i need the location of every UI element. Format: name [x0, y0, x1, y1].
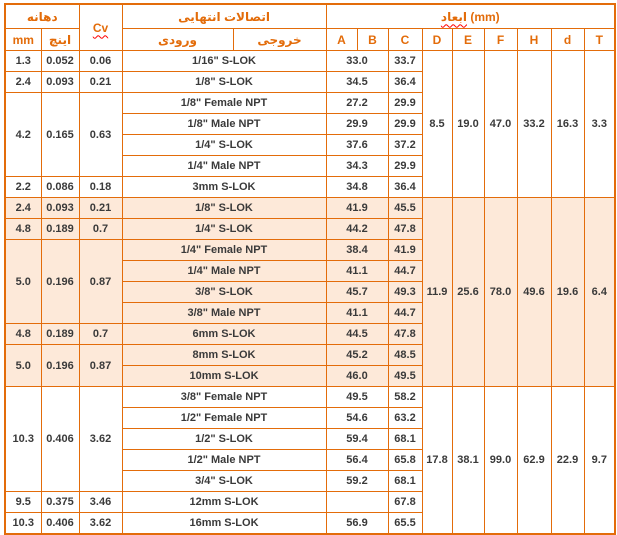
- valve-spec-table: [4, 3, 616, 535]
- cell-dim-E: 38.1: [452, 387, 484, 535]
- cell-connection: 3/8" S-LOK: [122, 282, 326, 303]
- cell-mm: 1.3: [5, 51, 41, 72]
- cell-connection: 1/4" Male NPT: [122, 156, 326, 177]
- cell-c: 63.2: [388, 408, 422, 429]
- cell-ab: 45.7: [326, 282, 388, 303]
- cell-ab: 44.5: [326, 324, 388, 345]
- cell-c: 68.1: [388, 471, 422, 492]
- cell-inch: 0.196: [41, 345, 79, 387]
- cell-dim-d: 19.6: [551, 198, 584, 387]
- cell-inch: 0.086: [41, 177, 79, 198]
- cell-c: 65.5: [388, 513, 422, 535]
- cell-dim-F: 99.0: [484, 387, 517, 535]
- cell-cv: 0.18: [79, 177, 122, 198]
- cell-ab: 49.5: [326, 387, 388, 408]
- cell-cv: 3.62: [79, 513, 122, 535]
- cell-c: 45.5: [388, 198, 422, 219]
- cell-connection: 1/8" Female NPT: [122, 93, 326, 114]
- cell-connection: 1/2" Male NPT: [122, 450, 326, 471]
- cell-mm: 2.2: [5, 177, 41, 198]
- cell-connection: 6mm S-LOK: [122, 324, 326, 345]
- header-col-E: E: [452, 29, 484, 51]
- cell-mm: 2.4: [5, 72, 41, 93]
- cell-connection: 1/2" Female NPT: [122, 408, 326, 429]
- header-dimensions: [326, 4, 615, 29]
- cell-cv: 0.7: [79, 219, 122, 240]
- cell-inch: 0.406: [41, 387, 79, 492]
- cell-c: 36.4: [388, 177, 422, 198]
- cell-ab: 34.5: [326, 72, 388, 93]
- cell-c: 36.4: [388, 72, 422, 93]
- header-col-F: F: [484, 29, 517, 51]
- cell-inch: 0.165: [41, 93, 79, 177]
- cell-connection: 8mm S-LOK: [122, 345, 326, 366]
- header-col-T: T: [584, 29, 615, 51]
- cell-connection: 3/4" S-LOK: [122, 471, 326, 492]
- cell-inch: 0.052: [41, 51, 79, 72]
- cell-connection: 12mm S-LOK: [122, 492, 326, 513]
- cell-inch: 0.189: [41, 324, 79, 345]
- cell-mm: 4.8: [5, 219, 41, 240]
- cell-cv: 3.62: [79, 387, 122, 492]
- cell-connection: 1/4" S-LOK: [122, 135, 326, 156]
- cell-ab: 46.0: [326, 366, 388, 387]
- cell-inch: 0.189: [41, 219, 79, 240]
- cell-c: 68.1: [388, 429, 422, 450]
- cell-ab: 45.2: [326, 345, 388, 366]
- cell-ab: 33.0: [326, 51, 388, 72]
- cell-ab: 44.2: [326, 219, 388, 240]
- cell-dim-E: 19.0: [452, 51, 484, 198]
- cell-ab: 37.6: [326, 135, 388, 156]
- cell-inch: 0.406: [41, 513, 79, 535]
- cell-ab: 41.1: [326, 303, 388, 324]
- cell-cv: 0.21: [79, 198, 122, 219]
- cell-mm: 4.8: [5, 324, 41, 345]
- cell-connection: 16mm S-LOK: [122, 513, 326, 535]
- header-end-connections: اتصالات انتهایی: [122, 4, 326, 29]
- dimensions-word: ابعاد: [440, 9, 467, 24]
- cell-connection: 3/8" Male NPT: [122, 303, 326, 324]
- table-row: [5, 198, 615, 219]
- cell-connection: 1/4" Male NPT: [122, 261, 326, 282]
- cell-cv: 0.7: [79, 324, 122, 345]
- cell-c: 49.5: [388, 366, 422, 387]
- cell-mm: 4.2: [5, 93, 41, 177]
- header-cv: [79, 4, 122, 51]
- header-inlet: ورودی: [122, 29, 233, 51]
- header-orifice: دهانه: [5, 4, 79, 29]
- cell-ab: 38.4: [326, 240, 388, 261]
- cell-c: 29.9: [388, 93, 422, 114]
- cell-ab: 41.9: [326, 198, 388, 219]
- header-col-D: D: [422, 29, 452, 51]
- cell-dim-T: 6.4: [584, 198, 615, 387]
- cell-connection: 1/8" S-LOK: [122, 72, 326, 93]
- header-col-d: d: [551, 29, 584, 51]
- header-col-C: C: [388, 29, 422, 51]
- cell-mm: 10.3: [5, 387, 41, 492]
- cell-connection: 1/4" Female NPT: [122, 240, 326, 261]
- cell-c: 49.3: [388, 282, 422, 303]
- cell-c: 33.7: [388, 51, 422, 72]
- cell-c: 44.7: [388, 303, 422, 324]
- header-outlet: خروجی: [233, 29, 326, 51]
- cell-c: 44.7: [388, 261, 422, 282]
- cell-c: 67.8: [388, 492, 422, 513]
- cell-dim-E: 25.6: [452, 198, 484, 387]
- cell-ab: 59.2: [326, 471, 388, 492]
- cell-dim-D: 8.5: [422, 51, 452, 198]
- cell-ab: [326, 492, 388, 513]
- cell-dim-F: 47.0: [484, 51, 517, 198]
- cell-cv: 0.87: [79, 240, 122, 324]
- cell-cv: 0.63: [79, 93, 122, 177]
- cell-dim-T: 9.7: [584, 387, 615, 535]
- cell-ab: 34.3: [326, 156, 388, 177]
- cell-cv: 3.46: [79, 492, 122, 513]
- cell-ab: 59.4: [326, 429, 388, 450]
- cell-inch: 0.093: [41, 72, 79, 93]
- cell-ab: 54.6: [326, 408, 388, 429]
- cell-c: 48.5: [388, 345, 422, 366]
- cell-dim-D: 17.8: [422, 387, 452, 535]
- cell-ab: 29.9: [326, 114, 388, 135]
- cell-connection: 1/4" S-LOK: [122, 219, 326, 240]
- cell-dim-H: 49.6: [517, 198, 551, 387]
- cell-connection: 3mm S-LOK: [122, 177, 326, 198]
- table-row: [5, 51, 615, 72]
- cell-ab: 56.4: [326, 450, 388, 471]
- header-col-H: H: [517, 29, 551, 51]
- cell-ab: 27.2: [326, 93, 388, 114]
- cell-mm: 5.0: [5, 345, 41, 387]
- cell-cv: 0.06: [79, 51, 122, 72]
- cv-label: Cv: [92, 20, 109, 35]
- cell-ab: 56.9: [326, 513, 388, 535]
- cell-c: 47.8: [388, 324, 422, 345]
- cell-c: 29.9: [388, 114, 422, 135]
- cell-connection: 1/2" S-LOK: [122, 429, 326, 450]
- header-col-A: A: [326, 29, 357, 51]
- cell-inch: 0.196: [41, 240, 79, 324]
- cell-ab: 41.1: [326, 261, 388, 282]
- cell-connection: 1/16" S-LOK: [122, 51, 326, 72]
- cell-inch: 0.093: [41, 198, 79, 219]
- cell-connection: 3/8" Female NPT: [122, 387, 326, 408]
- header-col-B: B: [357, 29, 388, 51]
- cell-c: 29.9: [388, 156, 422, 177]
- header-row-groups: [5, 4, 615, 29]
- cell-connection: 1/8" Male NPT: [122, 114, 326, 135]
- cell-c: 65.8: [388, 450, 422, 471]
- cell-dim-H: 33.2: [517, 51, 551, 198]
- cell-dim-d: 16.3: [551, 51, 584, 198]
- cell-inch: 0.375: [41, 492, 79, 513]
- header-mm: mm: [5, 29, 41, 51]
- cell-cv: 0.21: [79, 72, 122, 93]
- cell-mm: 10.3: [5, 513, 41, 535]
- dimensions-unit: (mm): [470, 9, 500, 24]
- cell-c: 47.8: [388, 219, 422, 240]
- cell-c: 58.2: [388, 387, 422, 408]
- cell-dim-H: 62.9: [517, 387, 551, 535]
- cell-dim-T: 3.3: [584, 51, 615, 198]
- cell-c: 41.9: [388, 240, 422, 261]
- cell-c: 37.2: [388, 135, 422, 156]
- cell-mm: 5.0: [5, 240, 41, 324]
- cell-dim-d: 22.9: [551, 387, 584, 535]
- header-inch: اینچ: [41, 29, 79, 51]
- cell-ab: 34.8: [326, 177, 388, 198]
- cell-mm: 9.5: [5, 492, 41, 513]
- cell-dim-F: 78.0: [484, 198, 517, 387]
- cell-dim-D: 11.9: [422, 198, 452, 387]
- table-row: [5, 387, 615, 408]
- cell-cv: 0.87: [79, 345, 122, 387]
- cell-connection: 10mm S-LOK: [122, 366, 326, 387]
- cell-mm: 2.4: [5, 198, 41, 219]
- cell-connection: 1/8" S-LOK: [122, 198, 326, 219]
